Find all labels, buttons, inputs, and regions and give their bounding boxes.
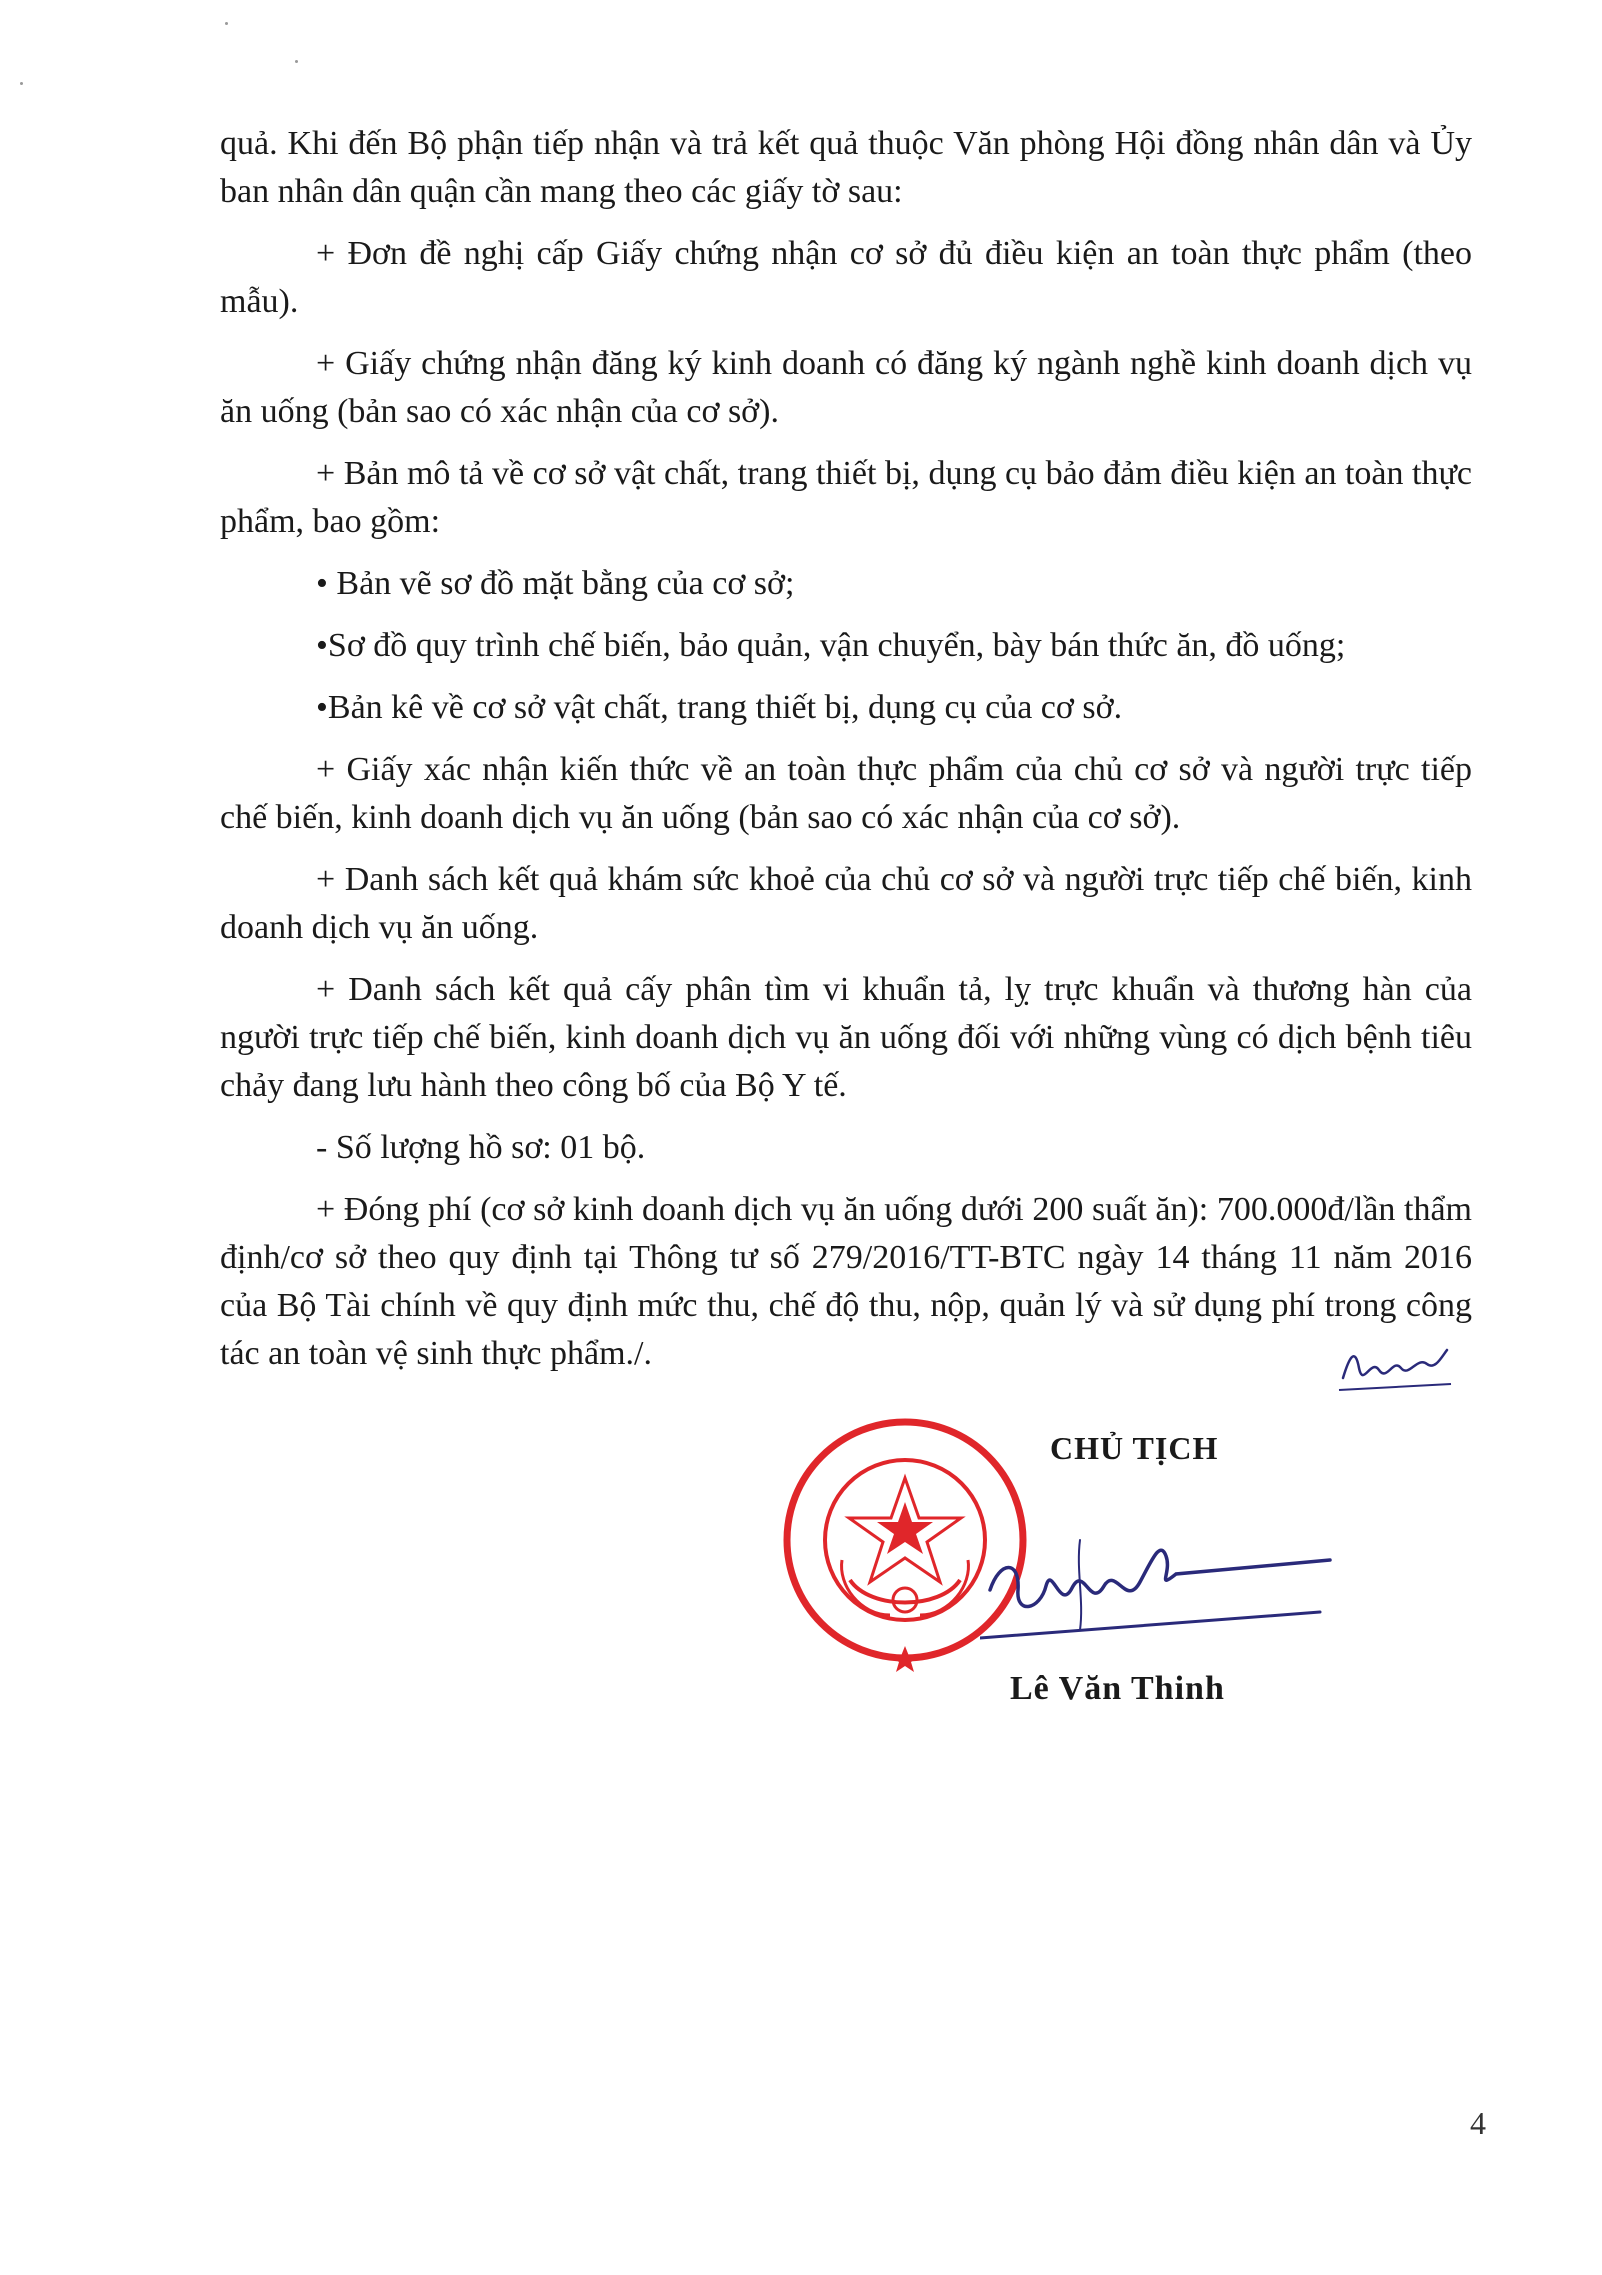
- handwritten-signature: [980, 1520, 1360, 1650]
- paragraph: + Bản mô tả về cơ sở vật chất, trang thiết bị, dụng cụ bảo đảm điều kiện an toàn thực phẩm, bao gồm:: [220, 455, 1472, 540]
- paragraph: + Đóng phí (cơ sở kinh doanh dịch vụ ăn uống dưới 200 suất ăn): 700.000đ/lần thẩm định/cơ sở theo quy định tại Thông tư số 279/2016/TT-BTC ngày 14 tháng 11 năm 2016 của Bộ Tài chính về quy định mức thu, chế độ thu, nộp, quản lý và sử dụng phí trong công tác an toàn vệ sinh thực phẩm./.: [220, 1191, 1472, 1372]
- paragraph: + Danh sách kết quả cấy phân tìm vi khuẩn tả, lỵ trực khuẩn và thương hàn của người trực tiếp chế biến, kinh doanh dịch vụ ăn uống đối với những vùng có dịch bệnh tiêu chảy đang lưu hành theo công bố của Bộ Y tế.: [220, 971, 1472, 1104]
- bullet-item: • Bản vẽ sơ đồ mặt bằng của cơ sở;: [316, 565, 795, 602]
- paragraph: + Giấy chứng nhận đăng ký kinh doanh có đăng ký ngành nghề kinh doanh dịch vụ ăn uống (bản sao có xác nhận của cơ sở).: [220, 345, 1472, 430]
- signer-title: CHỦ TỊCH: [1050, 1430, 1219, 1466]
- paragraph: + Giấy xác nhận kiến thức về an toàn thực phẩm của chủ cơ sở và người trực tiếp chế biến, kinh doanh dịch vụ ăn uống (bản sao có xác nhận của cơ sở).: [220, 751, 1472, 836]
- scan-speck: [295, 60, 298, 63]
- signer-name: Lê Văn Thinh: [1010, 1670, 1225, 1707]
- bullet-item: •Sơ đồ quy trình chế biến, bảo quản, vận chuyển, bày bán thức ăn, đồ uống;: [316, 627, 1346, 664]
- paragraph: + Đơn đề nghị cấp Giấy chứng nhận cơ sở đủ điều kiện an toàn thực phẩm (theo mẫu).: [220, 235, 1472, 320]
- paragraph: quả. Khi đến Bộ phận tiếp nhận và trả kết quả thuộc Văn phòng Hội đồng nhân dân và Ủy ban nhân dân quận cần mang theo các giấy tờ sau:: [220, 125, 1472, 210]
- document-body: [220, 120, 1472, 1392]
- scan-speck: [20, 82, 23, 85]
- scan-speck: [225, 22, 228, 25]
- paragraph: + Danh sách kết quả khám sức khoẻ của chủ cơ sở và người trực tiếp chế biến, kinh doanh dịch vụ ăn uống.: [220, 861, 1472, 946]
- initial-mark: [1335, 1328, 1455, 1398]
- page-number: 4: [1470, 2105, 1486, 2141]
- paragraph: - Số lượng hồ sơ: 01 bộ.: [316, 1129, 646, 1166]
- bullet-item: •Bản kê về cơ sở vật chất, trang thiết bị, dụng cụ của cơ sở.: [316, 689, 1123, 726]
- signature-block: [780, 1410, 1380, 1740]
